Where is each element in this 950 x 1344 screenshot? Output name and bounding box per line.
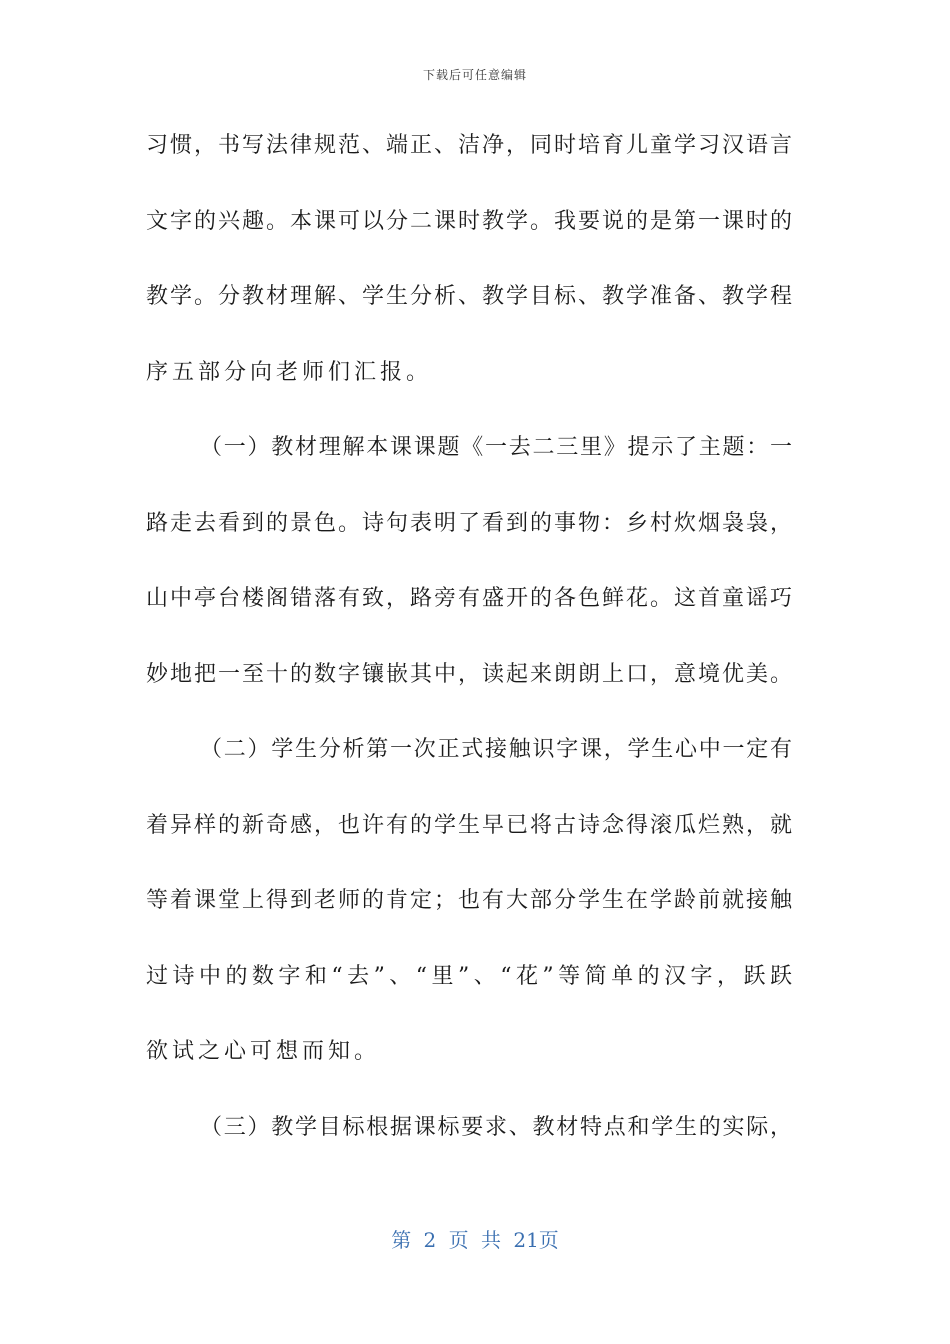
text-line: （三）教学目标根据课标要求、教材特点和学生的实际， [200, 1114, 792, 1140]
page-header: 下载后可任意编辑 [422, 68, 527, 82]
text-line: 序五部分向老师们汇报。 [146, 359, 433, 385]
text-line: 文字的兴趣。本课可以分二课时教学。我要说的是第一课时的 [146, 208, 792, 234]
text-line: （二）学生分析第一次正式接触识字课，学生心中一定有 [200, 737, 792, 762]
text-line: （一）教材理解本课课题《一去二三里》提示了主题：一 [200, 435, 792, 460]
text-line: 等着课堂上得到老师的肯定；也有大部分学生在学龄前就接触 [146, 888, 792, 913]
text-line: 教学。分教材理解、学生分析、教学目标、教学准备、教学程 [146, 284, 792, 309]
text-line: 习惯，书写法律规范、端正、洁净，同时培育儿童学习汉语言 [146, 133, 792, 158]
text-line: 妙地把一至十的数字镶嵌其中，读起来朗朗上口，意境优美。 [146, 661, 792, 687]
text-line: 山中亭台楼阁错落有致，路旁有盛开的各色鲜花。这首童谣巧 [146, 586, 792, 611]
text-line: 着异样的新奇感，也许有的学生早已将古诗念得滚瓜烂熟，就 [146, 812, 792, 838]
page-footer: 第 2 页 共 21页 [391, 1228, 559, 1252]
document-body [146, 120, 792, 1177]
text-line: 欲试之心可想而知。 [146, 1039, 381, 1064]
text-line: 路走去看到的景色。诗句表明了看到的事物：乡村炊烟袅袅， [146, 510, 792, 536]
text-line: 过诗中的数字和“去”、“里”、“花”等简单的汉字，跃跃 [146, 963, 792, 989]
